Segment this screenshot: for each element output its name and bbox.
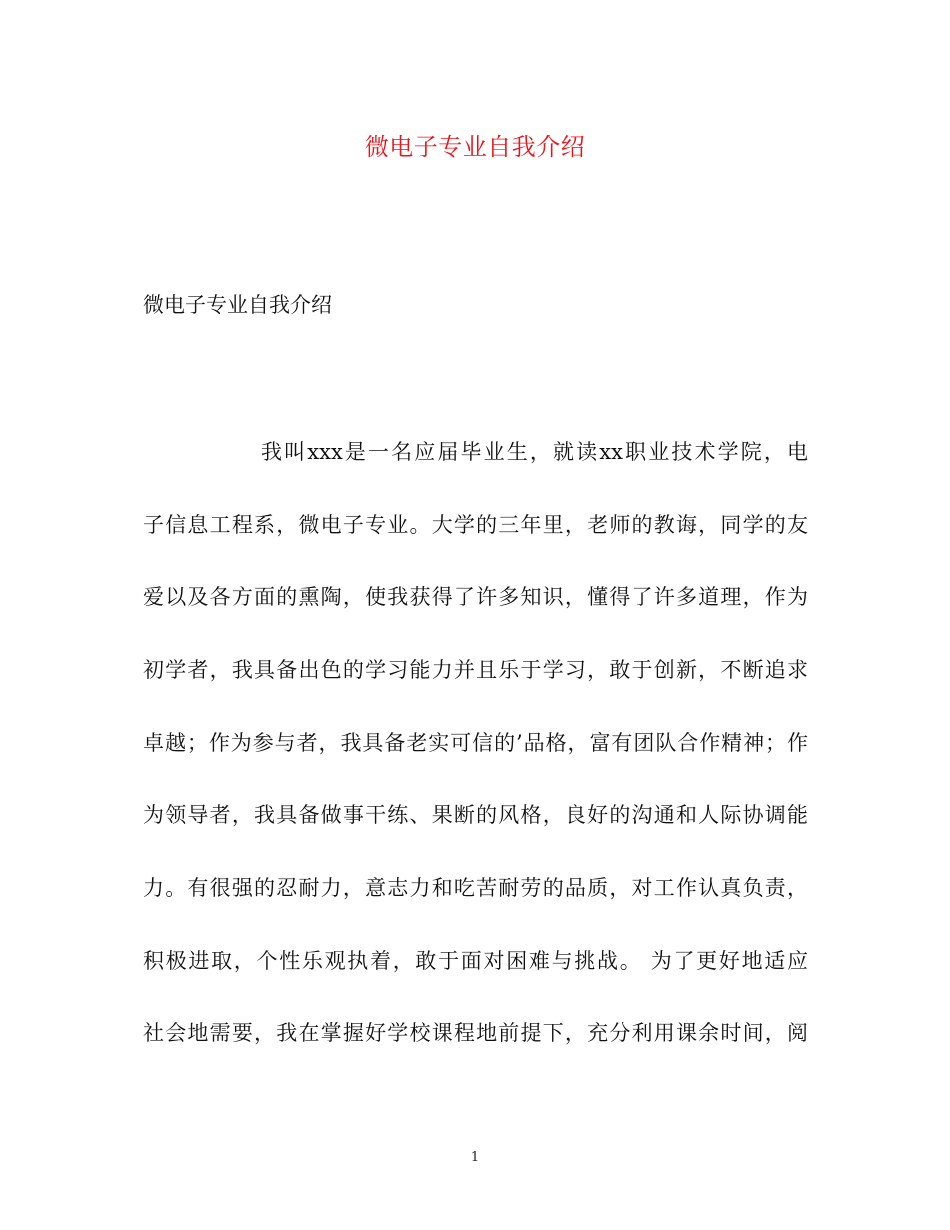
body-line-text: 我叫xxx是一名应届毕业生，就读xx职业技术学院，电 bbox=[261, 440, 808, 464]
body-line-9 bbox=[143, 1018, 808, 1048]
section-heading: 微电子专业自我介绍 bbox=[143, 293, 332, 317]
body-line-8 bbox=[143, 946, 808, 976]
body-line-7 bbox=[143, 873, 808, 903]
body-line-4 bbox=[143, 655, 808, 685]
body-line-2 bbox=[143, 510, 808, 540]
body-line-6 bbox=[143, 800, 808, 830]
body-line-text: 力。有很强的忍耐力，意志力和吃苦耐劳的品质，对工作认真负责， bbox=[143, 876, 808, 900]
page-number: 1 bbox=[470, 1150, 480, 1165]
body-line-text: 卓越；作为参与者，我具备老实可信的’品格，富有团队合作精神；作 bbox=[143, 731, 808, 755]
body-line-1 bbox=[143, 437, 808, 467]
body-line-text: 积极进取，个性乐观执着，敢于面对困难与挑战。 为了更好地适应 bbox=[143, 949, 808, 973]
body-line-text: 初学者，我具备出色的学习能力并且乐于学习，敢于创新，不断追求 bbox=[143, 658, 808, 682]
body-line-5 bbox=[143, 728, 808, 758]
body-line-3 bbox=[143, 582, 808, 612]
body-line-text: 社会地需要，我在掌握好学校课程地前提下，充分利用课余时间，阅 bbox=[143, 1021, 808, 1045]
body-line-text: 爱以及各方面的熏陶，使我获得了许多知识，懂得了许多道理，作为 bbox=[143, 585, 808, 609]
body-line-text: 子信息工程系，微电子专业。大学的三年里，老师的教诲，同学的友 bbox=[143, 513, 808, 537]
document-title: 微电子专业自我介绍 bbox=[364, 133, 586, 161]
body-line-text: 为领导者，我具备做事干练、果断的风格，良好的沟通和人际协调能 bbox=[143, 803, 808, 827]
